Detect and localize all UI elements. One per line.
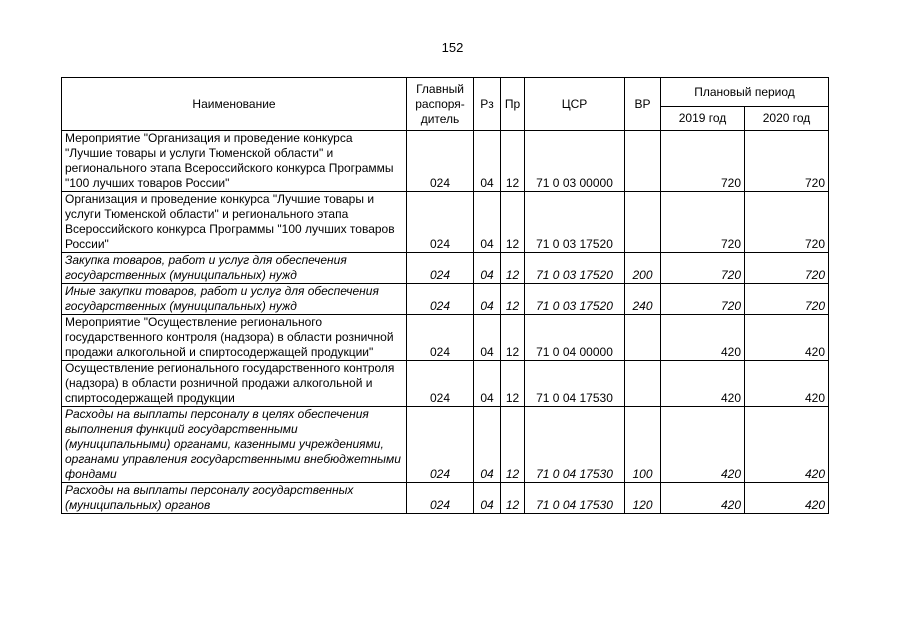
row-2020: 720	[745, 284, 829, 315]
row-2020: 420	[745, 483, 829, 514]
table-row	[62, 315, 829, 361]
row-2019: 720	[661, 284, 745, 315]
row-2020: 720	[745, 192, 829, 253]
row-rz: 04	[474, 315, 501, 361]
row-pr: 12	[501, 131, 525, 192]
row-name: Закупка товаров, работ и услуг для обеспечения государственных (муниципальных) нужд	[62, 253, 407, 284]
header-main-admin: Главный распоря-дитель	[407, 78, 474, 131]
row-rz: 04	[474, 131, 501, 192]
row-rz: 04	[474, 483, 501, 514]
header-year-2020: 2020 год	[745, 107, 829, 131]
row-csr: 71 0 03 00000	[525, 131, 625, 192]
row-csr: 71 0 03 17520	[525, 192, 625, 253]
row-rz: 04	[474, 361, 501, 407]
row-rz: 04	[474, 192, 501, 253]
header-csr: ЦСР	[525, 78, 625, 131]
row-2020: 720	[745, 131, 829, 192]
header-year-2019: 2019 год	[661, 107, 745, 131]
row-csr: 71 0 03 17520	[525, 284, 625, 315]
row-gr: 024	[407, 407, 474, 483]
row-name: Расходы на выплаты персоналу государственных (муниципальных) органов	[62, 483, 407, 514]
row-csr: 71 0 04 17530	[525, 407, 625, 483]
row-name: Мероприятие "Осуществление регионального государственного контроля (надзора) в области розничной продажи алкогольной и спиртосодержащей продукции"	[62, 315, 407, 361]
row-2020: 720	[745, 253, 829, 284]
row-rz: 04	[474, 284, 501, 315]
row-gr: 024	[407, 192, 474, 253]
row-vr: 120	[625, 483, 661, 514]
row-pr: 12	[501, 253, 525, 284]
row-2019: 420	[661, 483, 745, 514]
row-2020: 420	[745, 361, 829, 407]
header-name: Наименование	[62, 78, 407, 131]
row-2019: 420	[661, 407, 745, 483]
row-name: Осуществление регионального государственного контроля (надзора) в области розничной продажи алкогольной и спиртосодержащей продукции	[62, 361, 407, 407]
row-vr: 100	[625, 407, 661, 483]
table-row	[62, 131, 829, 192]
row-name: Организация и проведение конкурса "Лучшие товары и услуги Тюменской области" и регионального этапа Всероссийского конкурса Программы "100 лучших товаров России"	[62, 192, 407, 253]
row-2019: 720	[661, 253, 745, 284]
header-pr: Пр	[501, 78, 525, 131]
row-gr: 024	[407, 361, 474, 407]
budget-table	[61, 77, 829, 514]
row-vr	[625, 361, 661, 407]
row-2019: 720	[661, 131, 745, 192]
row-name: Расходы на выплаты персоналу в целях обеспечения выполнения функций государственными (муниципальными) органами, казенными учреждениями, органами управления государственными внебюджетными фондами	[62, 407, 407, 483]
table-row	[62, 192, 829, 253]
row-rz: 04	[474, 407, 501, 483]
row-vr: 200	[625, 253, 661, 284]
row-gr: 024	[407, 284, 474, 315]
row-vr: 240	[625, 284, 661, 315]
row-gr: 024	[407, 483, 474, 514]
row-name: Мероприятие "Организация и проведение конкурса "Лучшие товары и услуги Тюменской области" и регионального этапа Всероссийского конкурса Программы "100 лучших товаров России"	[62, 131, 407, 192]
page-number: 152	[441, 40, 464, 55]
row-2020: 420	[745, 407, 829, 483]
header-rz: Рз	[474, 78, 501, 131]
table-row	[62, 361, 829, 407]
row-2020: 420	[745, 315, 829, 361]
table-row	[62, 407, 829, 483]
header-planned-period: Плановый период	[661, 78, 829, 107]
row-rz: 04	[474, 253, 501, 284]
table-row	[62, 284, 829, 315]
row-csr: 71 0 04 00000	[525, 315, 625, 361]
row-gr: 024	[407, 315, 474, 361]
row-vr	[625, 192, 661, 253]
row-vr	[625, 315, 661, 361]
row-pr: 12	[501, 315, 525, 361]
row-pr: 12	[501, 361, 525, 407]
row-vr	[625, 131, 661, 192]
table-row	[62, 483, 829, 514]
row-gr: 024	[407, 253, 474, 284]
row-gr: 024	[407, 131, 474, 192]
row-pr: 12	[501, 284, 525, 315]
row-csr: 71 0 03 17520	[525, 253, 625, 284]
row-pr: 12	[501, 407, 525, 483]
row-2019: 720	[661, 192, 745, 253]
row-csr: 71 0 04 17530	[525, 361, 625, 407]
row-csr: 71 0 04 17530	[525, 483, 625, 514]
row-2019: 420	[661, 315, 745, 361]
row-name: Иные закупки товаров, работ и услуг для обеспечения государственных (муниципальных) нужд	[62, 284, 407, 315]
row-2019: 420	[661, 361, 745, 407]
row-pr: 12	[501, 192, 525, 253]
header-vr: ВР	[625, 78, 661, 131]
row-pr: 12	[501, 483, 525, 514]
table-row	[62, 253, 829, 284]
